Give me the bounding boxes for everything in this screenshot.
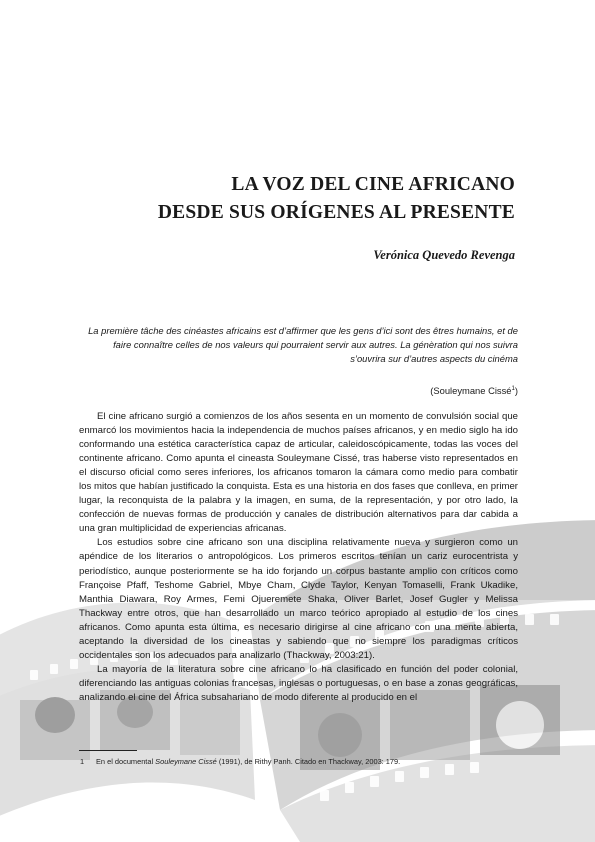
attribution-close: ) [514, 385, 518, 397]
footnote-text-before: En el documental [96, 757, 156, 766]
author-name: Verónica Quevedo Revenga [373, 248, 515, 262]
title-line-2: DESDE SUS ORÍGENES AL PRESENTE [157, 202, 515, 223]
paragraph-2: Los estudios sobre cine africano son una disciplina relativamente nueva y surgieron como un apéndice de los literarios o antropológicos. Los primeros escritos tenían un cariz eurocentrista y periodístico, aunque posteriormente se ha ido forjando un corpus bastante amplio con críticos como Françoise Pfaff, Teshome Gabriel, Mbye Cham, Clyde Taylor, Kenyan Tomaselli, Frank Ukadike, Manthia Diawara, Roy Armes, Femi Ojueremete Shaka, Oliver Barlet, Josef Gugler y Melissa Thackway entre otros, que han desarrollado un marco teórico apropiado al estudio de los cines africanos. Como apunta esta última, es necesario dirigirse al cine africano con una mente abierta, aceptando la diversidad de los cineastas y sabiendo que no siempre los paradigmas críticos occidentales son los adecuados para analizarlo (Thackway, 2003:21). [79, 537, 518, 661]
footnote-number: 1 [80, 757, 85, 766]
footnote-divider [79, 750, 137, 751]
body-text [79, 410, 518, 705]
attribution-name: (Souleymane Cissé [430, 385, 512, 397]
footnote [80, 757, 516, 767]
title-line-1: LA VOZ DEL CINE AFRICANO [231, 174, 515, 195]
epigraph-quote: La première tâche des cinéastes africains est d’affirmer que les gens d’ici sont des êtres humains, et de faire connaître celles de nos valeurs qui pourraient servir aux autres. La génèration qui nos suivra s’ouvrira sur d’autres aspects du cinéma [88, 325, 518, 364]
footnote-film-title: Souleymane Cissé [155, 757, 217, 766]
footnote-reference[interactable]: 1 [511, 386, 515, 392]
paragraph-1: El cine africano surgió a comienzos de los años sesenta en un momento de convulsión social que enmarcó los movimientos hacia la independencia de muchos países africanos, y en medio siglo ha ido conformando una estética característica capaz de articular, caleidoscópicamente, todas las voces del continente africano. Como apunta el cineasta Souleymane Cissé, tras haberse visto representados en el discurso oficial como seres inferiores, los africanos tomaron la cámara como medio para combatir los mitos que habían justificado la conquista. Esta es una historia en dos fases que conlleva, en primer lugar, la reconquista de la palabra y la imagen, en suma, de la representación, y por otro lado, la confección de nuevas formas de producción y canales de distribución alternativos para dar cabida a una gran multiplicidad de experiencias africanas. [79, 411, 518, 535]
paragraph-3: La mayoría de la literatura sobre cine africano lo ha clasificado en función del poder colonial, diferenciando las antiguas colonias francesas, inglesas o portuguesas, o en base a zonas geográficas, analizando el cine del África subsahariano de modo diferente al producido en el [79, 663, 518, 703]
epigraph-attribution [300, 383, 518, 397]
footnote-text-after: (1991), de Rithy Panh. Citado en Thackway, 2003: 179. [216, 757, 401, 766]
